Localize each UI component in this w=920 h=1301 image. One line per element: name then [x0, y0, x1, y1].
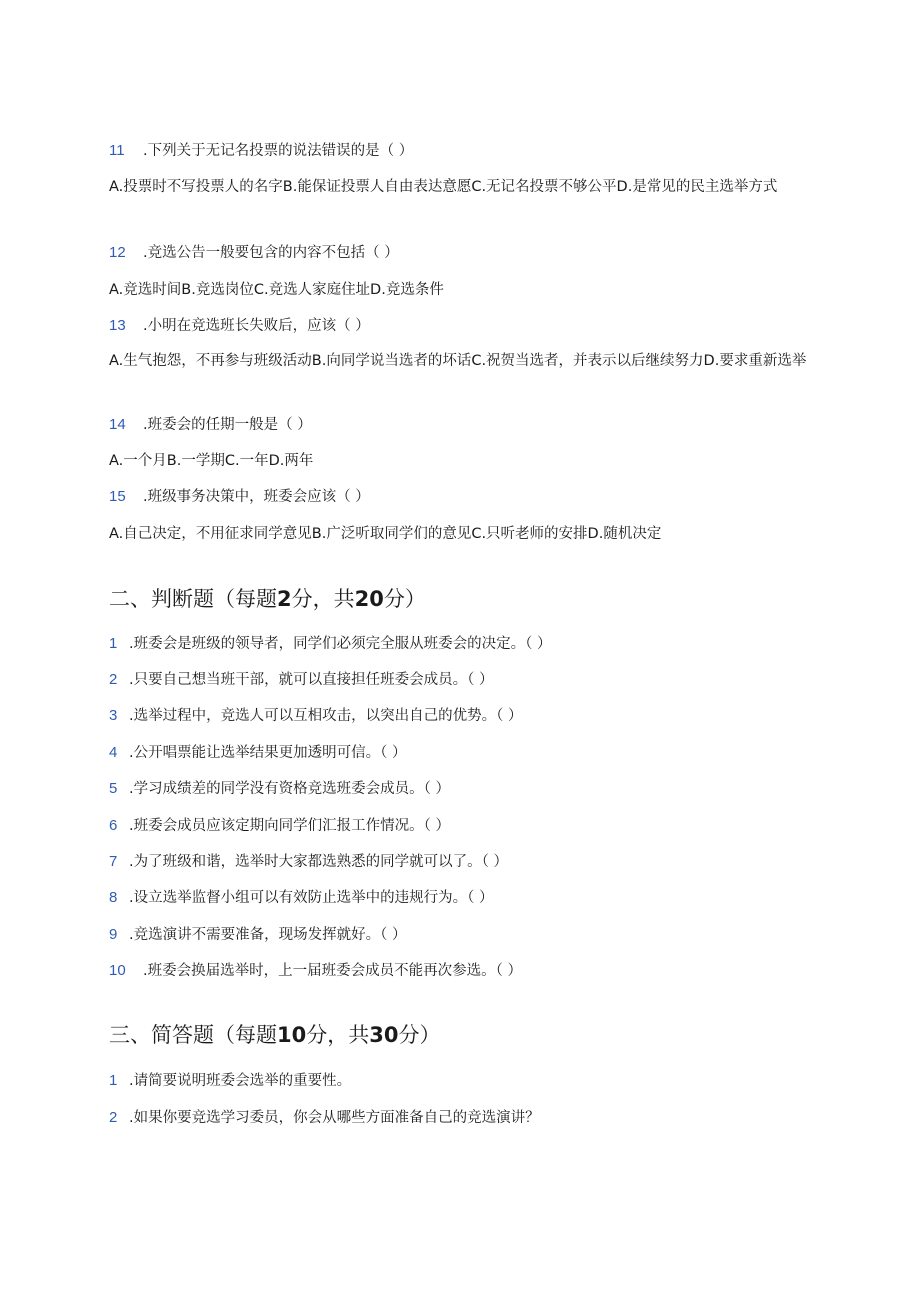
section-2-heading: 二、判断题（每题2分，共20分） — [109, 587, 426, 611]
question-number: 10 — [109, 962, 126, 979]
question-number: 11 — [109, 142, 125, 159]
judge-3 — [109, 706, 814, 726]
question-11-options: A.投票时不写投票人的名字B.能保证投票人自由表达意愿C.无记名投票不够公平D.是常见的民主选举方式 — [109, 179, 778, 195]
question-number: 3 — [109, 707, 118, 724]
question-12 — [109, 243, 814, 263]
question-number: 12 — [109, 244, 126, 261]
question-number: 1 — [109, 635, 118, 652]
question-number: 15 — [109, 488, 126, 505]
question-number: 5 — [109, 780, 118, 797]
question-14 — [109, 415, 814, 435]
question-14-options: A.一个月B.一学期C.一年D.两年 — [109, 453, 314, 469]
judge-9 — [109, 925, 814, 945]
question-text: .请简要说明班委会选举的重要性。 — [129, 1073, 352, 1089]
question-text: .竞选公告一般要包含的内容不包括（ ） — [143, 245, 399, 261]
question-15 — [109, 487, 814, 507]
judge-5 — [109, 779, 814, 799]
question-text: .设立选举监督小组可以有效防止选举中的违规行为。（ ） — [129, 890, 494, 906]
judge-1 — [109, 634, 814, 654]
question-text: .为了班级和谐，选举时大家都选熟悉的同学就可以了。（ ） — [129, 854, 508, 870]
question-number: 14 — [109, 416, 126, 433]
question-text: .学习成绩差的同学没有资格竞选班委会成员。（ ） — [129, 781, 450, 797]
section-3-heading: 三、简答题（每题10分，共30分） — [109, 1023, 441, 1047]
judge-4 — [109, 743, 814, 763]
question-text: .班委会换届选举时，上一届班委会成员不能再次参选。（ ） — [143, 963, 522, 979]
question-text: .只要自己想当班干部，就可以直接担任班委会成员。（ ） — [129, 672, 494, 688]
question-number: 4 — [109, 744, 118, 761]
question-number: 8 — [109, 889, 118, 906]
judge-2 — [109, 670, 814, 690]
judge-6 — [109, 816, 814, 836]
question-number: 6 — [109, 817, 118, 834]
question-text: .班委会的任期一般是（ ） — [143, 417, 312, 433]
question-text: .班级事务决策中，班委会应该（ ） — [143, 489, 370, 505]
question-number: 2 — [109, 671, 118, 688]
judge-8 — [109, 888, 814, 908]
question-text: .选举过程中，竞选人可以互相攻击，以突出自己的优势。（ ） — [129, 708, 523, 724]
question-number: 13 — [109, 317, 126, 334]
question-text: .小明在竞选班长失败后，应该（ ） — [143, 318, 370, 334]
question-text: .班委会是班级的领导者，同学们必须完全服从班委会的决定。（ ） — [129, 636, 552, 652]
short-1 — [109, 1071, 814, 1091]
question-15-options: A.自己决定，不用征求同学意见B.广泛听取同学们的意见C.只听老师的安排D.随机决定 — [109, 526, 662, 542]
short-2 — [109, 1108, 814, 1128]
question-11 — [109, 141, 814, 161]
question-text: .公开唱票能让选举结果更加透明可信。（ ） — [129, 745, 407, 761]
question-text: .班委会成员应该定期向同学们汇报工作情况。（ ） — [129, 818, 450, 834]
question-number: 2 — [109, 1109, 118, 1126]
question-text: .如果你要竞选学习委员，你会从哪些方面准备自己的竞选演讲？ — [129, 1110, 540, 1126]
question-12-options: A.竞选时间B.竞选岗位C.竞选人家庭住址D.竞选条件 — [109, 282, 444, 298]
judge-7 — [109, 852, 814, 872]
question-number: 9 — [109, 926, 118, 943]
question-13 — [109, 316, 814, 336]
question-number: 1 — [109, 1072, 118, 1089]
question-text: .竞选演讲不需要准备，现场发挥就好。（ ） — [129, 927, 407, 943]
question-13-options: A.生气抱怨，不再参与班级活动B.向同学说当选者的坏话C.祝贺当选者，并表示以后继续努力D.要求重新选举 — [109, 353, 807, 369]
question-number: 7 — [109, 853, 118, 870]
question-text: .下列关于无记名投票的说法错误的是（ ） — [143, 143, 414, 159]
judge-10 — [109, 961, 814, 981]
